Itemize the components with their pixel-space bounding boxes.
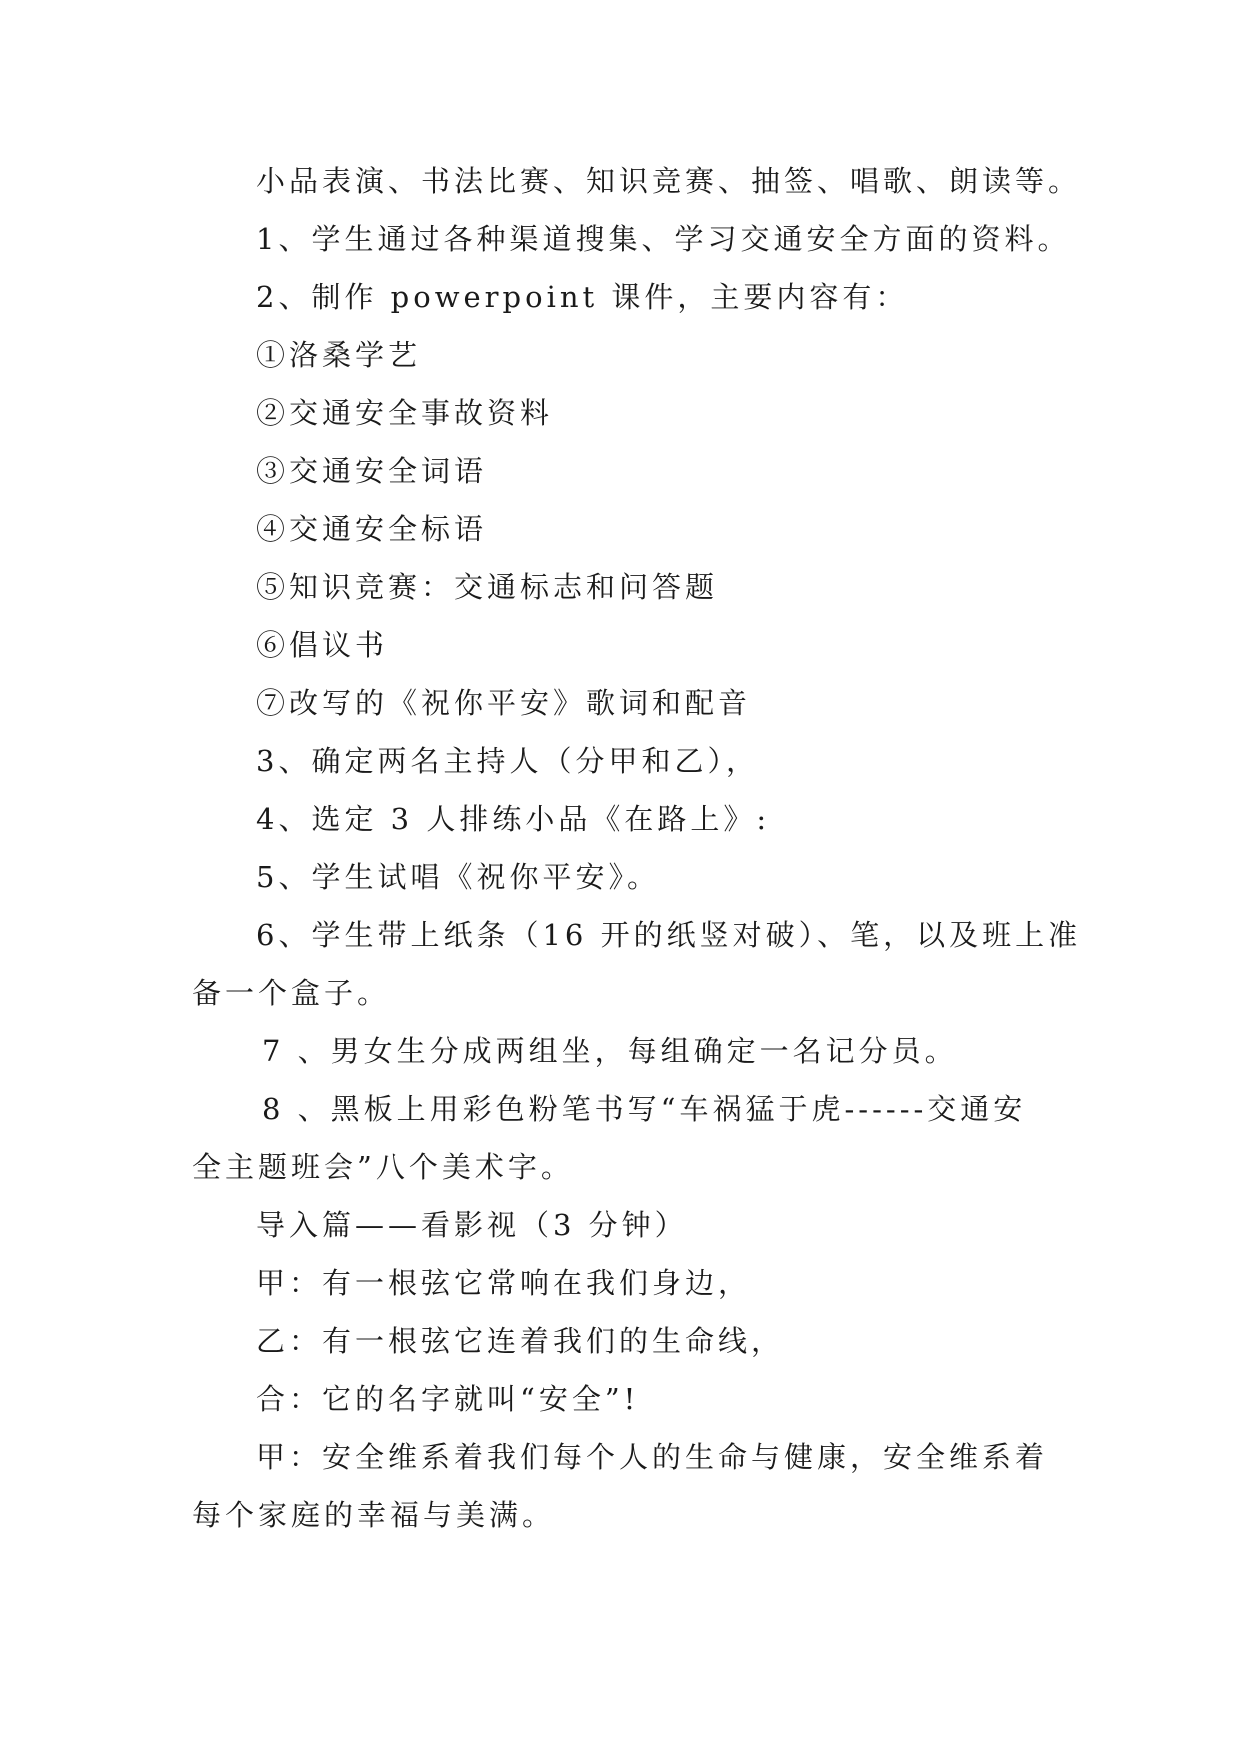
paragraph-line: 备一个盒子。 <box>192 976 391 1010</box>
dialogue-line: 乙：有一根弦它连着我们的生命线， <box>256 1324 785 1358</box>
paragraph-line: 1、学生通过各种渠道搜集、学习交通安全方面的资料。 <box>256 222 1071 256</box>
list-item: ②交通安全事故资料 <box>256 396 554 430</box>
section-heading: 导入篇——看影视（3 分钟） <box>256 1208 688 1242</box>
paragraph-line: 2、制作 powerpoint 课件，主要内容有： <box>256 280 909 314</box>
paragraph-line: 小品表演、书法比赛、知识竞赛、抽签、唱歌、朗读等。 <box>256 164 1082 198</box>
paragraph-line: 3、确定两名主持人（分甲和乙）， <box>256 744 759 778</box>
dialogue-line: 合：它的名字就叫“安全”! <box>256 1382 640 1416</box>
dialogue-line: 甲：有一根弦它常响在我们身边， <box>256 1266 752 1300</box>
paragraph-line: 8 、黑板上用彩色粉笔书写“车祸猛于虎------交通安 <box>262 1092 1027 1126</box>
dialogue-line: 每个家庭的幸福与美满。 <box>192 1498 556 1532</box>
list-item: ④交通安全标语 <box>256 512 488 546</box>
dialogue-line: 甲：安全维系着我们每个人的生命与健康，安全维系着 <box>256 1440 1049 1474</box>
document-body <box>192 152 1082 1544</box>
list-item: ①洛桑学艺 <box>256 338 422 372</box>
list-item: ⑦改写的《祝你平安》歌词和配音 <box>256 686 752 720</box>
paragraph-line: 6、学生带上纸条（16 开的纸竖对破）、笔，以及班上准 <box>256 918 1082 952</box>
list-item: ③交通安全词语 <box>256 454 488 488</box>
paragraph-line: 全主题班会”八个美术字。 <box>192 1150 574 1184</box>
list-item: ⑥倡议书 <box>256 628 389 662</box>
paragraph-line: 5、学生试唱《祝你平安》。 <box>256 860 660 894</box>
paragraph-line: 4、选定 3 人排练小品《在路上》: <box>256 802 771 836</box>
paragraph-line: 7 、男女生分成两组坐，每组确定一名记分员。 <box>262 1034 958 1068</box>
list-item: ⑤知识竞赛：交通标志和问答题 <box>256 570 719 604</box>
